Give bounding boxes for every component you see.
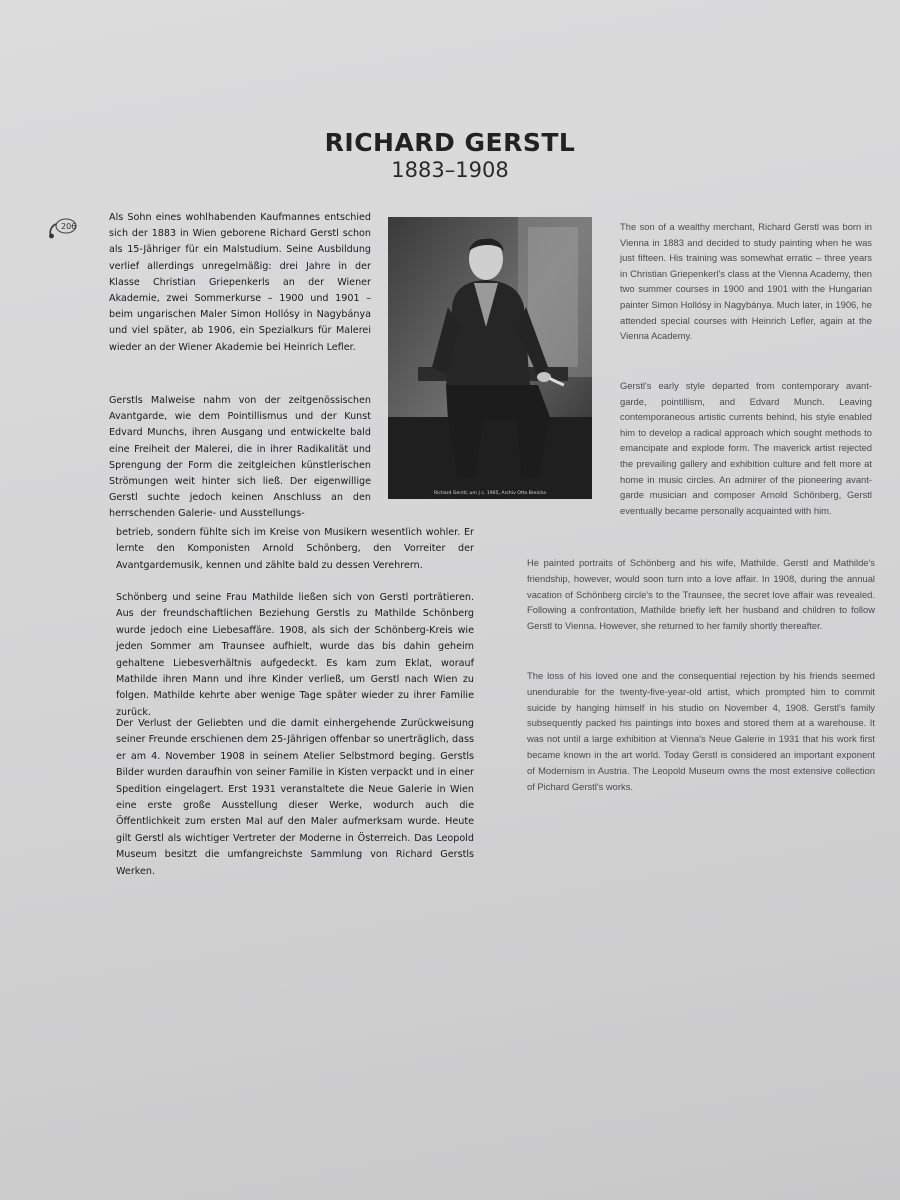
photo-caption: Richard Gerstl, um | c. 1905, Archiv Otto Breicha (433, 491, 547, 496)
german-paragraph-2: Gerstls Malweise nahm von der zeitgenössischen Avantgarde, wie dem Pointillismus und der Kunst Edvard Munchs, ihren Ausgang und entwickelte bald eine Freiheit der Malerei, die in ihrer Radikalität und Sprengung der Form die zeitgleichen künstlerischen Strömungen weit hinter sich ließ. Der eigenwillige Gerstl suchte jedoch keinen Anschluss an den herrschenden Galerie- und Ausstellungs- (109, 395, 371, 520)
portrait-photo-image (388, 217, 592, 499)
english-paragraph-2: Gerstl's early style departed from contemporary avant-garde, pointillism, and Edvard Munch. Leaving contemporaneous artistic currents behind, his style enabled him to develop a radical approach which sought methods to emancipate and explode form. The maverick artist rejected the prevailing gallery and exhibition culture and felt more at home in music circles. An admirer of the pioneering avant-garde musician and composer Arnold Schönberg, Gerstl eventually became personally acquainted with him. (620, 380, 872, 516)
page-title: RICHARD GERSTL (324, 128, 576, 157)
english-paragraph-4: The loss of his loved one and the consequential rejection by his friends seemed unendurable for the twenty-five-year-old artist, which prompted him to commit suicide by hanging himself in his studio on November 4, 1908. Gerstl's family subsequently packed his paintings into boxes and stored them at a warehouse. It was not until a large exhibition at Vienna's Neue Galerie in 1931 that his work first became known in the art world. Today Gerstl is considered an important exponent of Modernism in Austria. The Leopold Museum owns the most extensive collection of Pichard Gerstl's works. (527, 670, 875, 792)
life-years: 1883–1908 (391, 158, 509, 182)
german-paragraph-3: Schönberg und seine Frau Mathilde ließen sich von Gerstl porträtieren. Aus der freundschaftlichen Beziehung Gerstls zu Mathilde Schönberg wurde jedoch eine Liebesaffäre. 1908, als sich der Schönberg-Kreis wie jeden Sommer am Traunsee aufhielt, wurde das bis dahin geheim gehaltene Liebesverhältnis aufgedeckt. Es kam zum Eklat, worauf Mathilde ihren Mann und ihre Kinder verließ, um Gerstl nach Wien zu folgen. Mathilde kehrte aber wenige Tage später wieder zu ihrer Familie zurück. (116, 592, 474, 718)
english-paragraph-1: The son of a wealthy merchant, Richard Gerstl was born in Vienna in 1883 and decided to study painting when he was just fifteen. His training was somewhat erratic – three years in Christian Griepenkerl's class at the Vienna Academy, then two summer courses in 1900 and 1901 with the Hungarian painter Simon Hollósy in Nagybánya. Much later, in 1906, he attended special courses with Heinrich Lefler, again at the Vienna Academy. (620, 221, 872, 342)
english-paragraph-3: He painted portraits of Schönberg and his wife, Mathilde. Gerstl and Mathilde's friendship, however, would soon turn into a love affair. In 1908, during the annual vacation of Schönberg circle's to the Traunsee, the secret love affair was revealed. Following a confrontation, Mathilde briefly left her husband and children to follow Gerstl to Vienna. However, she returned to her family shortly thereafter. (527, 557, 875, 632)
german-paragraph-4: Der Verlust der Geliebten und die damit einhergehende Zurückweisung seiner Freunde erschienen dem 25-Jährigen offenbar so unerträglich, dass er am 4. November 1908 in seinem Atelier Selbstmord beging. Gerstls Bilder wurden daraufhin von seiner Familie in Kisten verpackt und in einer Spedition eingelagert. Erst 1931 veranstaltete die Neue Galerie in Wien eine erste große Ausstellung dieser Werke, wodurch auch die Öffentlichkeit zum ersten Mal auf den Maler aufmerksam wurde. Heute gilt Gerstl als wichtiger Vertreter der Moderne in Österreich. Das Leopold Museum besitzt die umfangreichste Sammlung von Richard Gerstls Werken. (116, 718, 474, 877)
audio-guide-number: 206 (61, 222, 77, 231)
german-paragraph-1: Als Sohn eines wohlhabenden Kaufmannes entschied sich der 1883 in Wien geborene Richard Gerstl schon als 15-Jähriger für ein Malstudium. Seine Ausbildung verlief allerdings unregelmäßig: drei Jahre in der Klasse Christian Griepenkerls an der Wiener Akademie, zwei Sommerkurse – 1900 und 1901 – beim ungarischen Maler Simon Hollósy in Nagybánya und viel später, ab 1906, ein Spezialkurs für Malerei wieder an der Wiener Akademie bei Heinrich Lefler. (109, 212, 371, 353)
german-paragraph-2-continued: betrieb, sondern fühlte sich im Kreise von Musikern wesentlich wohler. Er lernte den Komponisten Arnold Schönberg, den Vorreiter der Avantgardemusik, kennen und zählte bald zu dessen Verehrern. (116, 527, 474, 571)
portrait-photo (388, 217, 592, 499)
audio-guide-marker (47, 216, 81, 242)
